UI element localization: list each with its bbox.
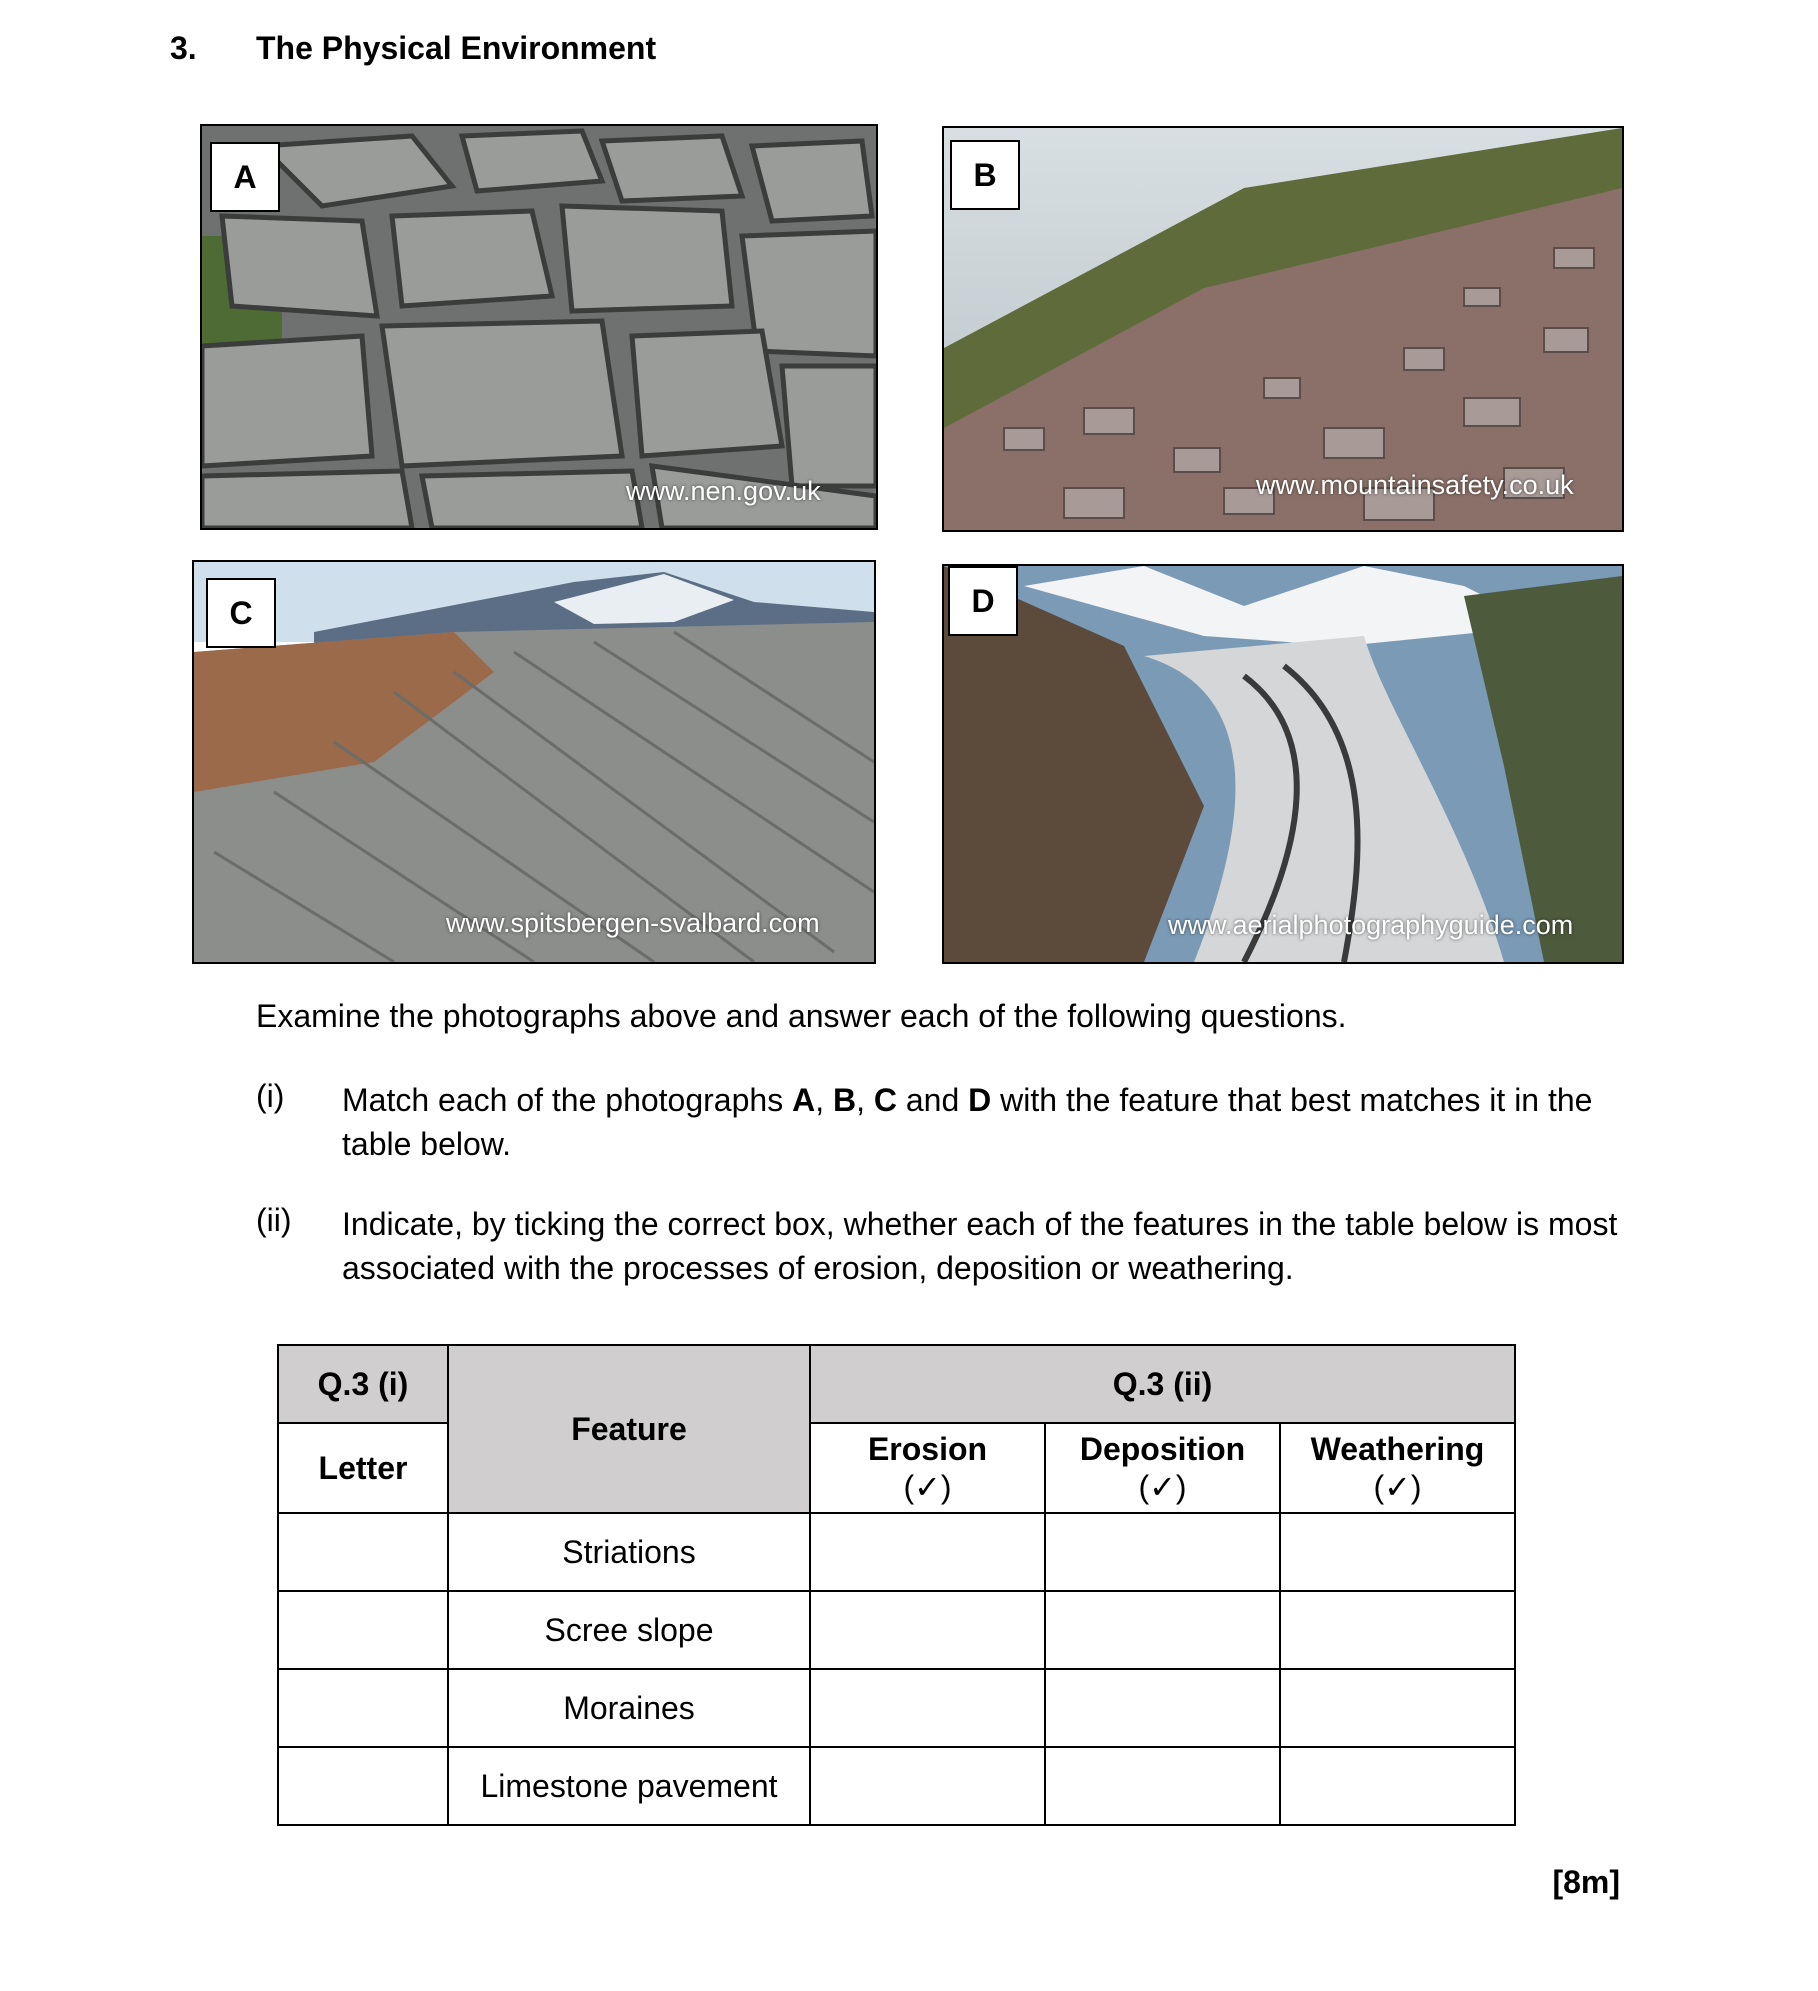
letter-answer-cell[interactable]	[278, 1591, 448, 1669]
deposition-tick-box[interactable]	[1045, 1513, 1280, 1591]
deposition-header: Deposition (✓)	[1045, 1423, 1280, 1513]
q3i-header: Q.3 (i)	[278, 1345, 448, 1423]
weathering-tick-box[interactable]	[1280, 1513, 1515, 1591]
photo-label-a: A	[210, 142, 280, 212]
erosion-tick-box[interactable]	[810, 1747, 1045, 1825]
answer-table	[277, 1344, 1516, 1826]
photo-credit-b: www.mountainsafety.co.uk	[1256, 470, 1574, 500]
part-ii-numeral: (ii)	[256, 1202, 292, 1238]
question-title: The Physical Environment	[256, 30, 657, 66]
photo-label-c: C	[206, 578, 276, 648]
glacier-image	[944, 566, 1622, 962]
letter-answer-cell[interactable]	[278, 1747, 448, 1825]
feature-header: Feature	[448, 1345, 810, 1513]
table-row	[278, 1747, 1515, 1825]
letter-answer-cell[interactable]	[278, 1513, 448, 1591]
deposition-tick-box[interactable]	[1045, 1591, 1280, 1669]
q3ii-header: Q.3 (ii)	[810, 1345, 1515, 1423]
weathering-tick-box[interactable]	[1280, 1669, 1515, 1747]
feature-cell: Moraines	[448, 1669, 810, 1747]
erosion-tick-box[interactable]	[810, 1669, 1045, 1747]
part-ii-text: Indicate, by ticking the correct box, whether each of the features in the table below is most associated with the processes of erosion, deposition or weathering.	[342, 1206, 1618, 1286]
photo-b-scree-slope	[942, 126, 1624, 532]
feature-cell: Limestone pavement	[448, 1747, 810, 1825]
part-i-text: Match each of the photographs A, B, C and D with the feature that best matches it in the table below.	[342, 1082, 1593, 1162]
photo-credit-c: www.spitsbergen-svalbard.com	[446, 908, 820, 938]
weathering-tick-box[interactable]	[1280, 1747, 1515, 1825]
deposition-tick-box[interactable]	[1045, 1669, 1280, 1747]
table-row	[278, 1513, 1515, 1591]
feature-cell: Striations	[448, 1513, 810, 1591]
weathering-tick-box[interactable]	[1280, 1591, 1515, 1669]
photo-a-limestone-pavement	[200, 124, 878, 530]
erosion-tick-box[interactable]	[810, 1591, 1045, 1669]
deposition-tick-box[interactable]	[1045, 1747, 1280, 1825]
part-i-numeral: (i)	[256, 1078, 285, 1114]
photo-credit-d: www.aerialphotographyguide.com	[1168, 910, 1574, 940]
feature-cell: Scree slope	[448, 1591, 810, 1669]
photo-c-striations	[192, 560, 876, 964]
erosion-tick-box[interactable]	[810, 1513, 1045, 1591]
photo-label-b: B	[950, 140, 1020, 210]
erosion-header: Erosion (✓)	[810, 1423, 1045, 1513]
table-row	[278, 1591, 1515, 1669]
photo-d-glacier-moraines	[942, 564, 1624, 964]
weathering-header: Weathering (✓)	[1280, 1423, 1515, 1513]
table-row	[278, 1669, 1515, 1747]
photo-credit-a: www.nen.gov.uk	[626, 476, 821, 506]
striated-rock-image	[194, 562, 874, 962]
marks-allocation: [8m]	[1552, 1864, 1620, 1900]
limestone-pavement-image	[202, 126, 876, 528]
instruction-text: Examine the photographs above and answer each of the following questions.	[256, 998, 1347, 1034]
letter-answer-cell[interactable]	[278, 1669, 448, 1747]
photo-label-d: D	[948, 566, 1018, 636]
letter-header: Letter	[278, 1423, 448, 1513]
question-number: 3.	[170, 30, 197, 66]
